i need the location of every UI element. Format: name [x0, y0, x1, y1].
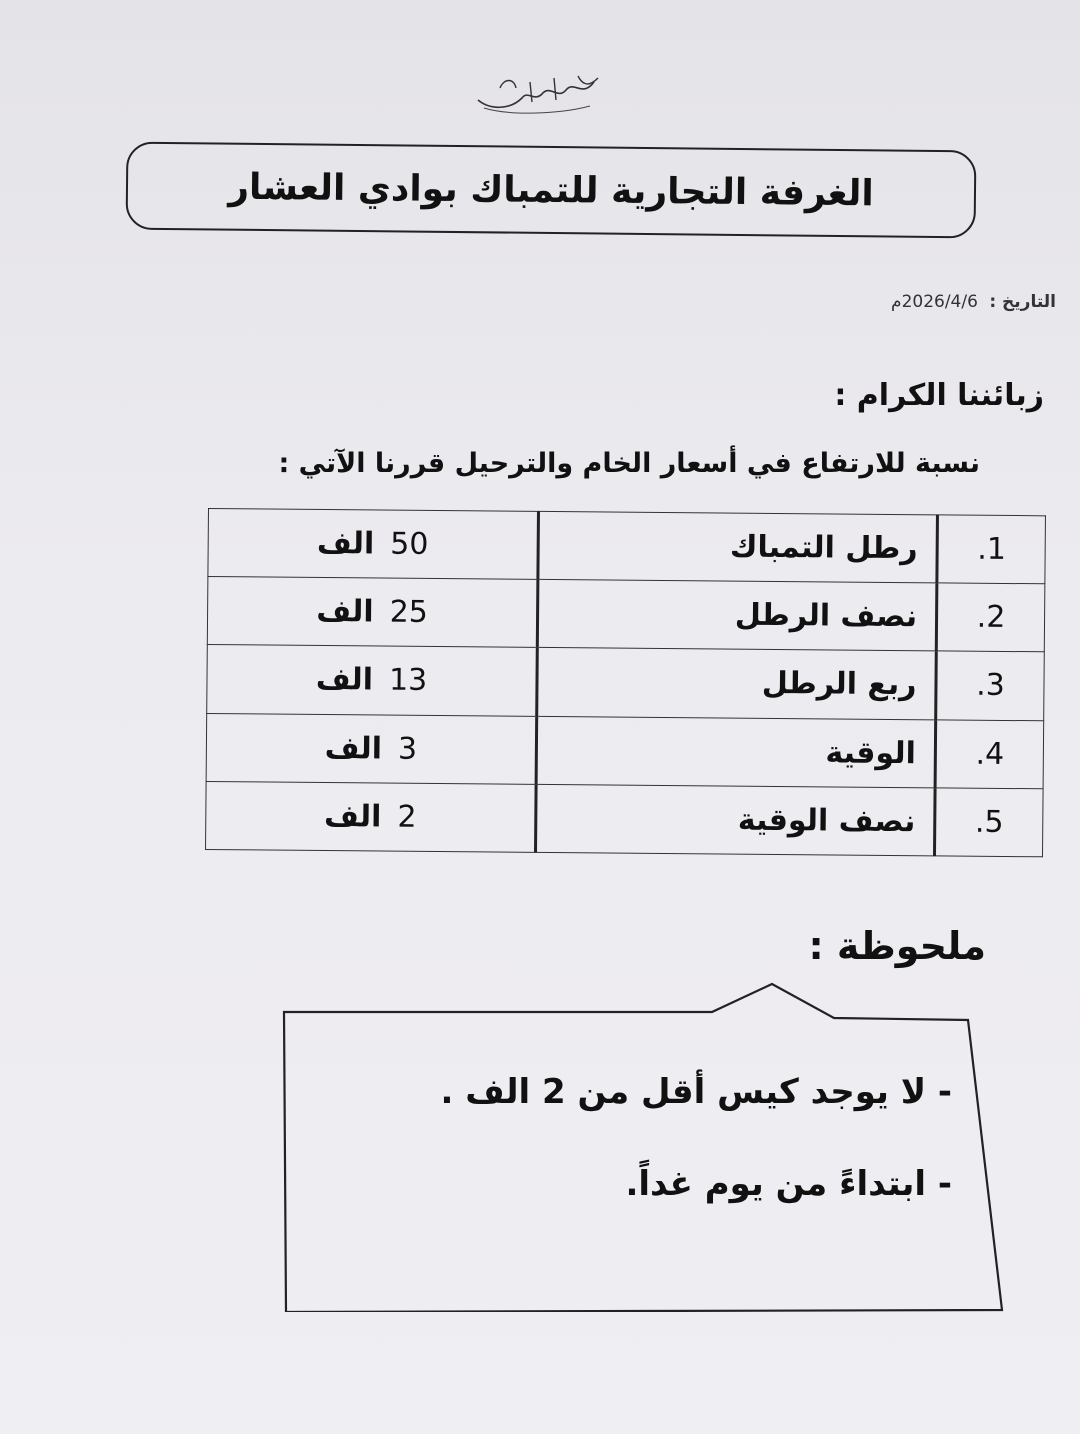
page-title: الغرفة التجارية للتمباك بوادي العشار	[228, 166, 874, 214]
item-price	[207, 577, 538, 648]
item-price	[206, 781, 537, 852]
note-box	[282, 980, 1006, 1312]
table-row	[207, 645, 1045, 720]
date-label: التاريخ :	[989, 292, 1056, 312]
item-price	[207, 645, 538, 716]
price-unit: الف	[315, 662, 374, 698]
table-row	[206, 781, 1044, 857]
row-number: 5.	[934, 788, 1043, 857]
price-value: 13	[388, 663, 428, 699]
date-value: 2026/4/6م	[891, 292, 978, 312]
price-unit: الف	[316, 594, 374, 630]
price-unit: الف	[316, 526, 375, 562]
row-number: 2.	[936, 583, 1045, 652]
date-line	[891, 292, 1056, 312]
row-number: 4.	[935, 719, 1044, 788]
price-unit: الف	[323, 798, 382, 835]
item-name: نصف الوقية	[536, 784, 936, 856]
greeting: زبائننا الكرام :	[834, 378, 1044, 413]
note-line: - لا يوجد كيس أقل من 2 الف .	[440, 1072, 952, 1112]
row-number: 3.	[936, 651, 1045, 720]
item-name: الوقية	[536, 716, 936, 788]
intro-text: نسبة للارتفاع في أسعار الخام والترحيل قررنا الآتي :	[278, 448, 980, 479]
title-frame	[126, 142, 977, 239]
item-price	[208, 509, 539, 580]
price-table	[205, 508, 1046, 857]
item-name: ربع الرطل	[537, 648, 937, 720]
row-number: 1.	[937, 515, 1046, 584]
item-price	[206, 713, 537, 784]
price-value: 3	[397, 731, 418, 767]
note-lines	[441, 1072, 953, 1256]
item-name: نصف الرطل	[537, 580, 937, 652]
item-name: رطل التمباك	[538, 511, 938, 583]
table-row	[206, 713, 1044, 788]
table-row	[207, 577, 1045, 652]
price-unit: الف	[324, 730, 383, 767]
note-line: - ابتداءً من يوم غداً.	[625, 1164, 952, 1204]
price-value: 25	[389, 594, 428, 631]
basmala-calligraphy	[470, 70, 605, 116]
price-value: 2	[397, 799, 417, 835]
price-value: 50	[390, 526, 429, 563]
note-title: ملحوظة :	[808, 924, 986, 968]
table-row	[208, 509, 1046, 584]
